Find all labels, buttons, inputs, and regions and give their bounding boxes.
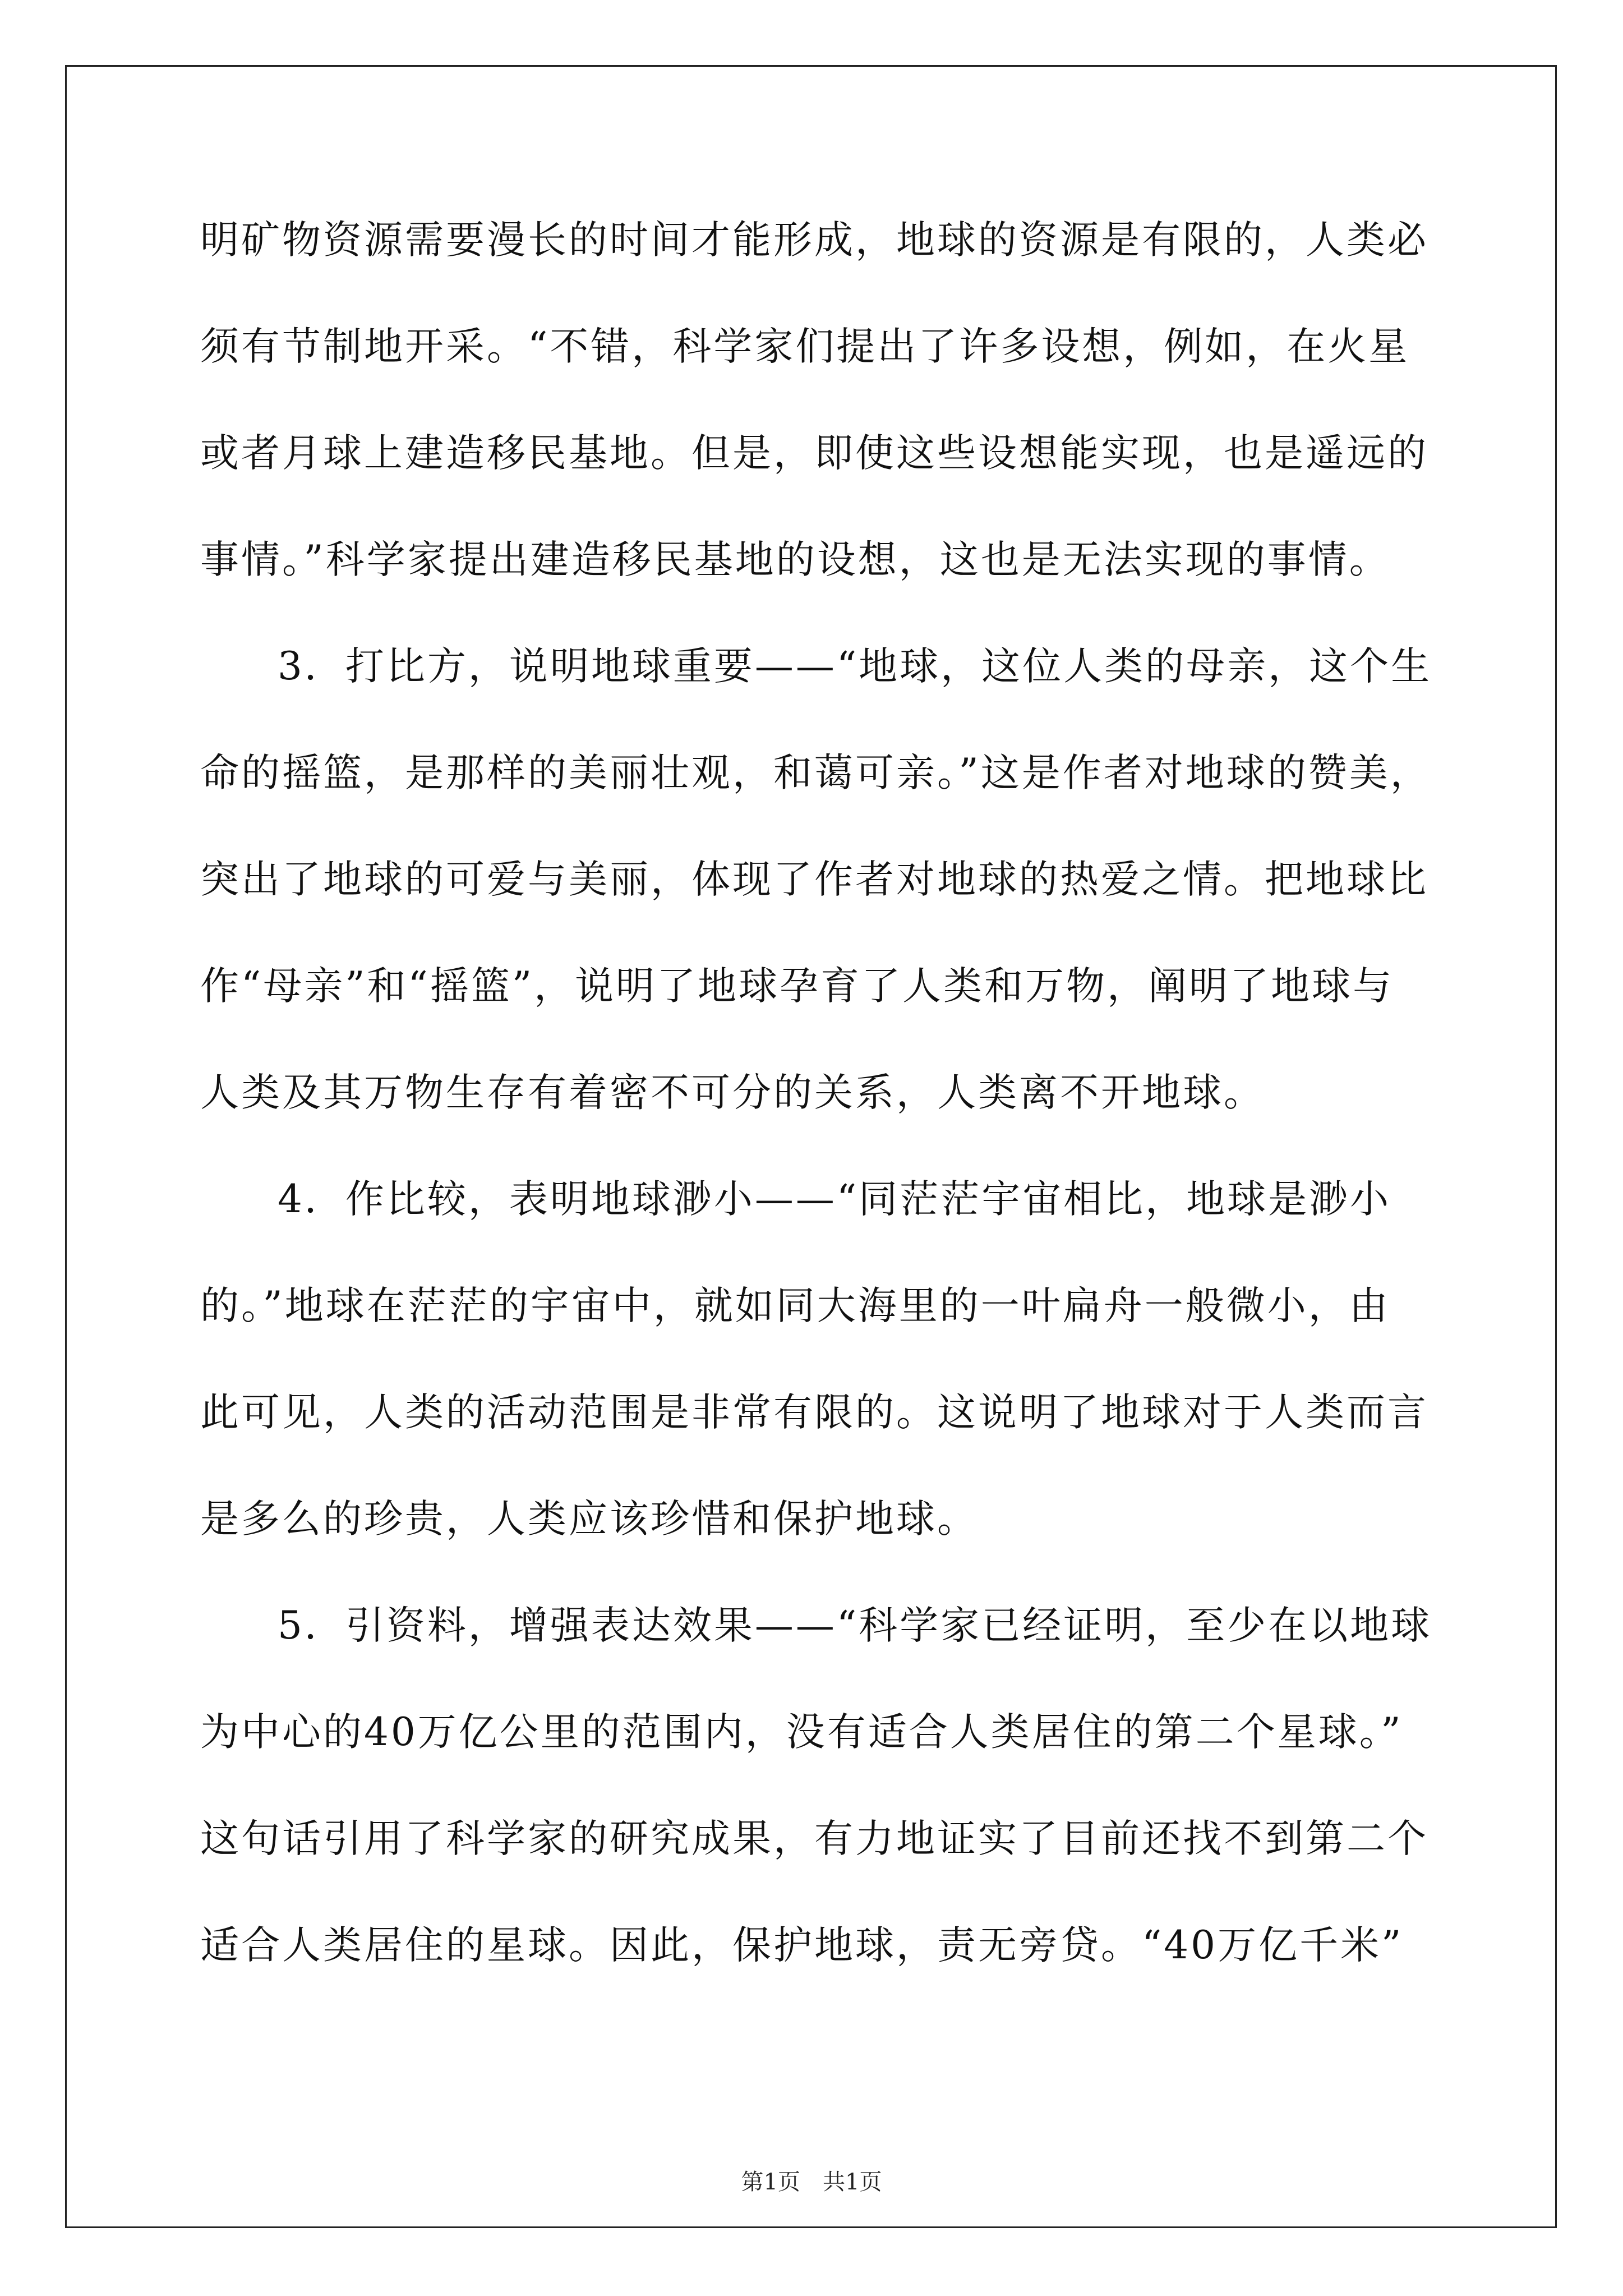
paragraph-first-line: 4．作比较，表明地球渺小——“同茫茫宇宙相比，地球是渺小 — [278, 1177, 1391, 1222]
paragraph-line: 是多么的珍贵，人类应该珍惜和保护地球。 — [200, 1497, 978, 1542]
paragraph-line: 须有节制地开采。“不错，科学家们提出了许多设想，例如，在火星 — [200, 324, 1410, 369]
paragraph-line: 此可见，人类的活动范围是非常有限的。这说明了地球对于人类而言 — [200, 1390, 1428, 1435]
paragraph-line: 突出了地球的可爱与美丽，体现了作者对地球的热爱之情。把地球比 — [200, 857, 1428, 902]
paragraph-line: 这句话引用了科学家的研究成果，有力地证实了目前还找不到第二个 — [200, 1816, 1428, 1861]
paragraph-line: 适合人类居住的星球。因此，保护地球，责无旁贷。“40万亿千米” — [200, 1923, 1404, 1968]
paragraph-line: 作“母亲”和“摇篮”，说明了地球孕育了人类和万物，阐明了地球与 — [200, 964, 1394, 1009]
paragraph-first-line: 5．引资料，增强表达效果——“科学家已经证明，至少在以地球 — [278, 1603, 1432, 1648]
paragraph-line: 的。”地球在茫茫的宇宙中，就如同大海里的一叶扁舟一般微小，由 — [200, 1283, 1390, 1328]
paragraph-line: 人类及其万物生存有着密不可分的关系，人类离不开地球。 — [200, 1070, 1265, 1115]
paragraph-line: 事情。”科学家提出建造移民基地的设想，这也是无法实现的事情。 — [200, 537, 1390, 582]
paragraph-line: 命的摇篮，是那样的美丽壮观，和蔼可亲。”这是作者对地球的赞美， — [200, 751, 1431, 795]
paragraph-line: 为中心的40万亿公里的范围内，没有适合人类居住的第二个星球。” — [200, 1710, 1403, 1755]
paragraph-line: 或者月球上建造移民基地。但是，即使这些设想能实现，也是遥远的 — [200, 431, 1428, 476]
page-number-footer: 第1页 共1页 — [741, 2169, 882, 2195]
document-body — [200, 195, 1434, 2007]
paragraph-first-line: 3．打比方，说明地球重要——“地球，这位人类的母亲，这个生 — [278, 644, 1432, 689]
paragraph-line: 明矿物资源需要漫长的时间才能形成，地球的资源是有限的，人类必 — [200, 218, 1428, 263]
